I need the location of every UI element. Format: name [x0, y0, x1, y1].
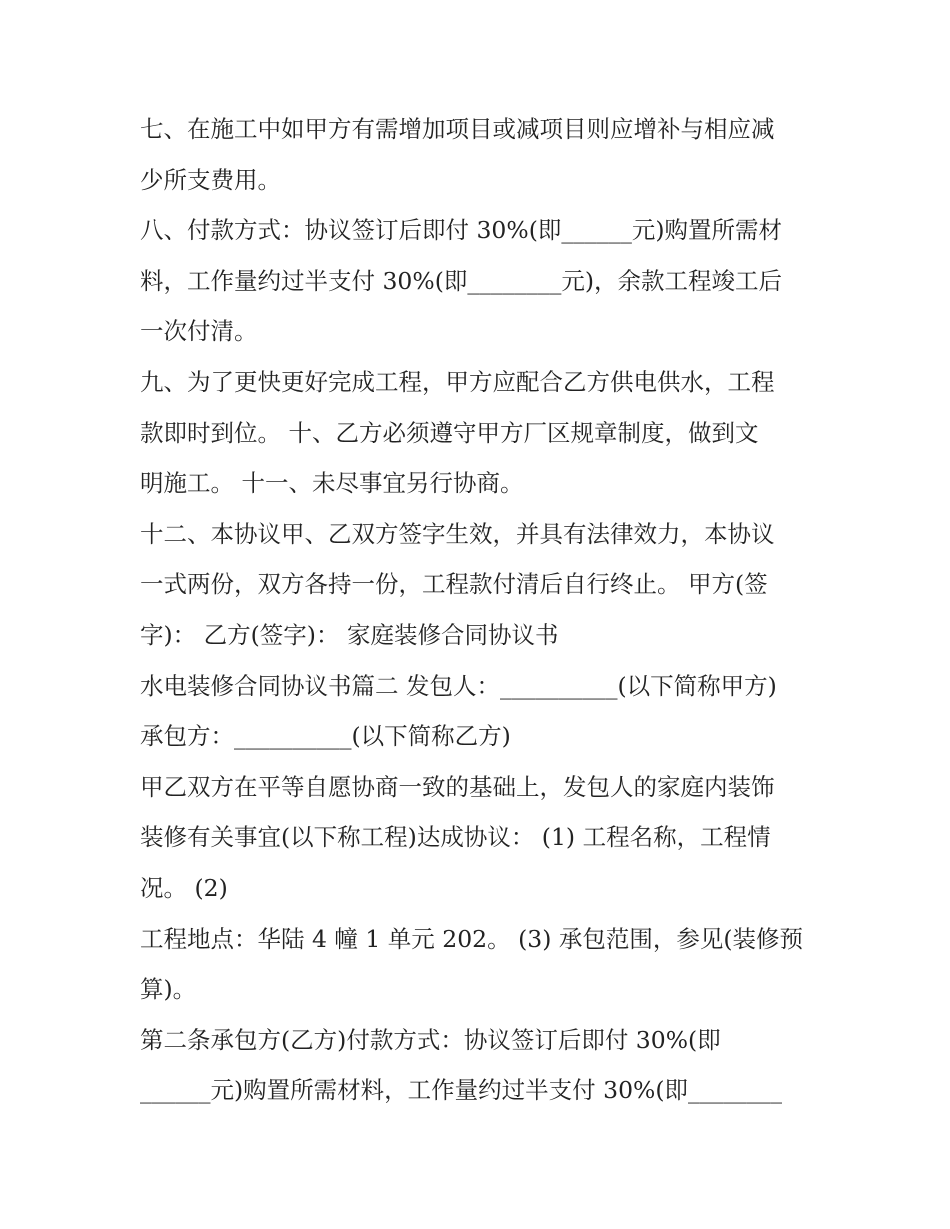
text-line: 九、为了更快更好完成工程，甲方应配合乙方供电供水，工程: [140, 367, 775, 396]
text-line: 明施工。 十一、未尽事宜另行协商。: [140, 469, 524, 498]
text-line: 一次付清。: [140, 317, 258, 346]
text-line: 字)： 乙方(签字)： 家庭装修合同协议书: [140, 620, 559, 649]
text-line: 甲乙双方在平等自愿协商一致的基础上，发包人的家庭内装饰: [140, 772, 775, 801]
text-line: 八、付款方式：协议签订后即付 30%(即______元)购置所需材: [140, 216, 783, 245]
text-line: 少所支费用。: [140, 165, 281, 194]
text-line: 装修有关事宜(以下称工程)达成协议： (1) 工程名称，工程情: [140, 823, 771, 852]
text-line: 十二、本协议甲、乙双方签字生效，并具有法律效力，本协议: [140, 519, 775, 548]
document-body: [140, 104, 830, 1116]
text-line: 一式两份，双方各持一份，工程款付清后自行终止。 甲方(签: [140, 570, 768, 599]
text-line: 算)。: [140, 975, 197, 1004]
text-line: 第二条承包方(乙方)付款方式：协议签订后即付 30%(即: [140, 1025, 721, 1054]
text-line: 承包方：__________(以下简称乙方): [140, 722, 511, 751]
text-line: 料，工作量约过半支付 30%(即________元)，余款工程竣工后: [140, 266, 783, 295]
text-line: ______元)购置所需材料，工作量约过半支付 30%(即________: [140, 1076, 783, 1105]
text-line: 况。 (2): [140, 873, 228, 902]
text-line: 工程地点：华陆 4 幢 1 单元 202。 (3) 承包范围，参见(装修预: [140, 924, 804, 953]
text-line: 七、在施工中如甲方有需增加项目或减项目则应增补与相应减: [140, 115, 775, 143]
text-line: 水电装修合同协议书篇二 发包人：__________(以下简称甲方): [140, 671, 777, 700]
text-line: 款即时到位。 十、乙方必须遵守甲方厂区规章制度，做到文: [140, 418, 759, 447]
